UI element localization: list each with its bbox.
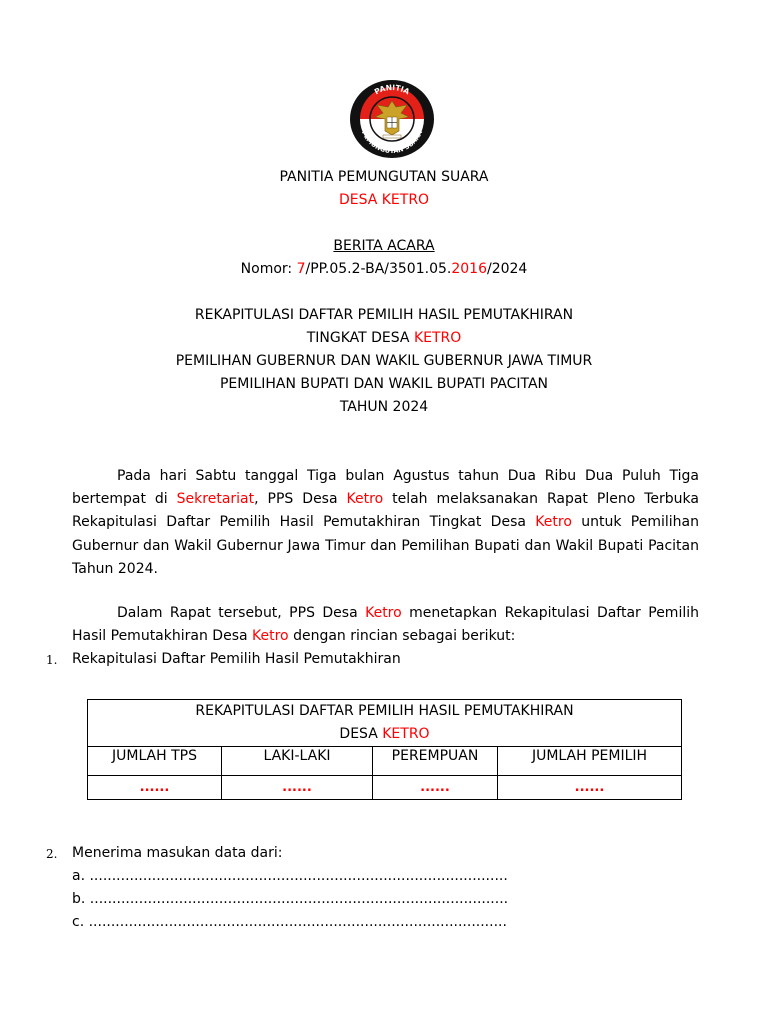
logo-text-bottom: PEMUNGUTAN SUARA xyxy=(359,129,425,156)
title-line-5: TAHUN 2024 xyxy=(339,399,429,415)
table-title: REKAPITULASI DAFTAR PEMILIH HASIL PEMUTAKHIRAN DESA KETRO xyxy=(88,700,682,747)
document-header xyxy=(0,168,768,421)
item-1-text: Rekapitulasi Daftar Pemilih Hasil Pemutakhiran xyxy=(72,651,401,667)
recap-table xyxy=(87,699,682,800)
cell-total: ...... xyxy=(498,776,682,800)
title-line-3: PEMILIHAN GUBERNUR DAN WAKIL GUBERNUR JAWA TIMUR xyxy=(175,353,593,369)
col-header-tps: JUMLAH TPS xyxy=(88,747,222,776)
document-type: BERITA ACARA xyxy=(333,238,435,254)
input-line-b: b. .............................................................................................. xyxy=(72,891,509,907)
pps-logo xyxy=(349,79,435,159)
col-header-female: PEREMPUAN xyxy=(373,747,498,776)
meeting-paragraph: Dalam Rapat tersebut, PPS Desa Ketro menetapkan Rekapitulasi Daftar Pemilih Hasil Pemutakhiran Desa Ketro dengan rincian sebagai berikut: xyxy=(72,605,699,645)
col-header-male: LAKI-LAKI xyxy=(222,747,373,776)
col-header-total: JUMLAH PEMILIH xyxy=(498,747,682,776)
title-line-2: TINGKAT DESA KETRO xyxy=(306,330,462,346)
input-line-c: c. .............................................................................................. xyxy=(72,914,507,930)
title-line-4: PEMILIHAN BUPATI DAN WAKIL BUPATI PACITAN xyxy=(219,376,549,392)
logo-text-top: PANITIA xyxy=(372,82,412,97)
title-line-1: REKAPITULASI DAFTAR PEMILIH HASIL PEMUTAKHIRAN xyxy=(194,307,574,323)
committee-name: PANITIA PEMUNGUTAN SUARA xyxy=(279,169,489,185)
item-2-number: 2. xyxy=(46,847,58,861)
cell-female: ...... xyxy=(373,776,498,800)
cell-tps: ...... xyxy=(88,776,222,800)
document-number: Nomor: 7/PP.05.2-BA/3501.05.2016/2024 xyxy=(240,261,528,277)
item-2-text: Menerima masukan data dari: xyxy=(72,845,283,861)
village-name: DESA KETRO xyxy=(338,192,430,208)
cell-male: ...... xyxy=(222,776,373,800)
item-1-number: 1. xyxy=(46,653,58,667)
input-line-a: a. .............................................................................................. xyxy=(72,868,508,884)
opening-paragraph: Pada hari Sabtu tanggal Tiga bulan Agustus tahun Dua Ribu Dua Puluh Tiga bertempat di Sekretariat, PPS Desa Ketro telah melaksanakan Rapat Pleno Terbuka Rekapitulasi Daftar Pemilih Hasil Pemutakhiran Tingkat Desa Ketro untuk Pemilihan Gubernur dan Wakil Gubernur Jawa Timur dan Pemilihan Bupati dan Wakil Bupati Pacitan Tahun 2024. xyxy=(72,468,699,577)
